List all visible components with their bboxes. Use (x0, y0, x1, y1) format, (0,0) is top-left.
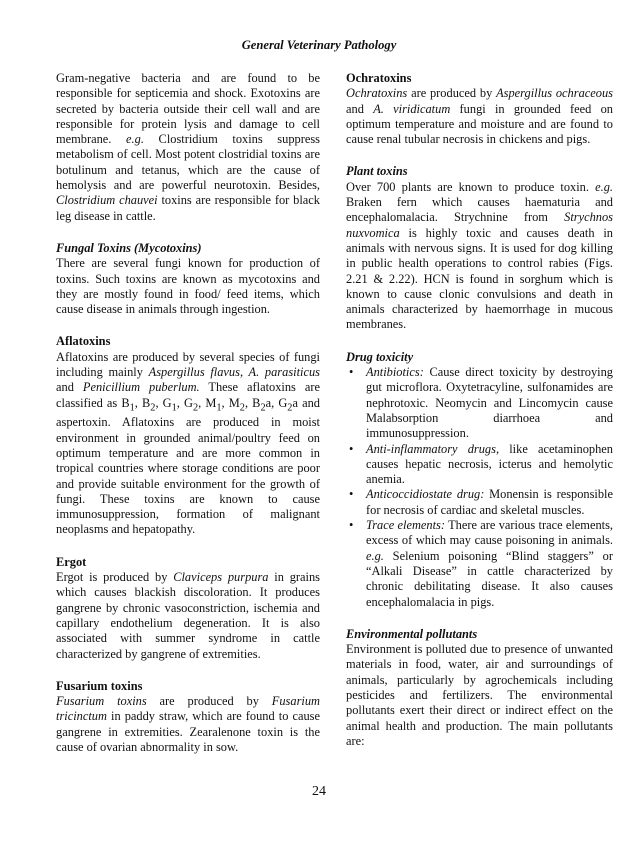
heading-environmental-pollutants: Environmental pollutants (346, 626, 478, 641)
section-fungal-toxins (56, 241, 320, 317)
paragraph-environmental-pollutants: Environment is polluted due to presence of unwanted materials in food, water, air and surroundings of animals, particularly by agrochemicals including pesticides and fertilizers. The environmental pollutants exert their direct or indirect effect on the animal health and production. The main pollutants are: (346, 642, 613, 748)
list-item (346, 442, 613, 488)
paragraph-aflatoxins: Aflatoxins are produced by several species of fungi including mainly Aspergillus flavus, A. parasiticus and Penicillium puberlum. These aflatoxins are classified as $B_1$, $B_2$, $G_1$, $G_2$, $M_1$, $M_2$, $B_2a$, $G_2a$ and aspertoxin. Aflatoxins are produced in moist environment in grounded animal/poultry feed on optimum temperature and are more common in tropical countries where storage conditions are poor and provide suitable environment for the growth of fungi. These toxins are known to cause immunosuppression, formation of malignant neoplasms and hepatopathy. (56, 349, 320, 537)
heading-ergot: Ergot (56, 554, 87, 569)
heading-drug-toxicity: Drug toxicity (346, 349, 414, 364)
running-header: General Veterinary Pathology (241, 38, 397, 52)
bullet-icon: • (349, 441, 354, 456)
paragraph-plant-toxins: Over 700 plants are known to produce toxin. e.g. Braken fern which causes haematuria and encephalomalacia. Strychnine from Strychnos nuxvomica is highly toxic and causes death in animals with nervous signs. It is used for dog killing in public health operations to control rabies (Figs. 2.21 & 2.22). HCN is found in sorghum which is known to cause clonic convulsions and death in animals characterized by haemorrhage in mucous membranes. (346, 179, 613, 332)
page-number: 24 (312, 784, 326, 799)
left-column (56, 71, 320, 772)
paragraph-fusarium: Fusarium toxins are produced by Fusarium tricinctum in paddy straw, which are found to cause gangrene in extremities. Zearalenone toxin is the cause of ovarian abnormality in sow. (56, 694, 320, 755)
list-item-text: Trace elements: There are various trace elements, excess of which may cause poisoning in animals. e.g. Selenium poisoning “Blind staggers” or “Alkali Disease” in cattle characterized by chronic debilitating disease. It also causes encephalomalacia in pigs. (366, 518, 614, 609)
section-fusarium (56, 679, 320, 755)
heading-fungal-toxins: Fungal Toxins (Mycotoxins) (56, 240, 202, 255)
paragraph-ochratoxins: Ochratoxins are produced by Aspergillus ochraceous and A. viridicatum fungi in grounded feed on optimum temperature and moisture and are found to cause renal tubular necrosis in chickens and pigs. (346, 86, 613, 147)
heading-plant-toxins: Plant toxins (346, 164, 408, 179)
section-ergot (56, 555, 320, 662)
section-drug-toxicity (346, 350, 613, 610)
list-item (346, 518, 613, 610)
bullet-icon: • (349, 365, 354, 380)
section-environmental-pollutants (346, 627, 613, 749)
heading-ochratoxins: Ochratoxins (346, 71, 412, 85)
drug-toxicity-list (346, 365, 613, 610)
paragraph-fungal-toxins: There are several fungi known for production of toxins. Such toxins are known as mycotoxins and they are mostly found in food/ feed items, which cause disease in animals through ingestion. (56, 256, 320, 317)
paragraph-bacterial-toxins: Gram-negative bacteria and are found to be responsible for septicemia and shock. Exotoxins are secreted by bacteria outside their cell wall and are responsible for protein lysis and damage to cell membrane. e.g. Clostridium toxins suppress metabolism of cell. Most potent clostridial toxins are botulinum and tetanus, which are the cause of hemolysis and are powerful neurotoxin. Besides, Clostridium chauvei toxins are responsible for black leg disease in cattle. (56, 71, 320, 223)
list-item-text: Anticoccidiostate drug: Monensin is responsible for necrosis of cardiac and skeletal muscles. (366, 487, 614, 517)
right-column (346, 71, 613, 766)
section-aflatoxins (56, 334, 320, 537)
bullet-icon: • (349, 518, 354, 533)
bullet-icon: • (349, 487, 354, 502)
list-item (346, 487, 613, 518)
heading-fusarium: Fusarium toxins (56, 678, 143, 693)
section-bacterial-toxins (56, 71, 320, 224)
list-item-text: Anti-inflammatory drugs, like acetaminophen causes hepatic necrosis, icterus and hemolytic anemia. (366, 441, 613, 487)
section-plant-toxins (346, 164, 613, 332)
section-ochratoxins (346, 71, 613, 147)
list-item (346, 365, 613, 441)
list-item-text: Antibiotics: Cause direct toxicity by destroying gut microflora. Oxytetracyline, sulfonamides are nephrotoxic. Neomycin and Lincomycin cause Malabsorption diarrhoea and immunosuppression. (366, 365, 613, 441)
paragraph-ergot: Ergot is produced by Claviceps purpura in grains which causes blackish discoloration. It produces gangrene by chronic vasoconstriction, ischemia and capillary endothelium degeneration. It is also associated with summer syndrome in cattle characterized by gangrene of extremities. (56, 570, 320, 661)
heading-aflatoxins: Aflatoxins (56, 334, 111, 349)
